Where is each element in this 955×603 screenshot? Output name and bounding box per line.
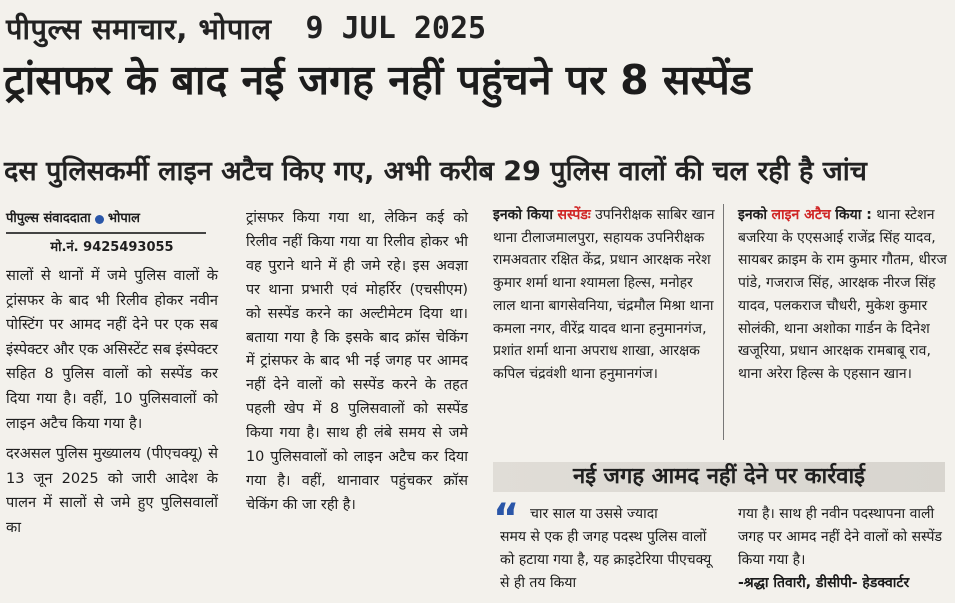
line-attach-list: थाना स्टेशन बजरिया के एएसआई राजेंद्र सिंह यादव, सायबर क्राइम के राम कुमार गौतम, धीरज पांडे, गजराज सिंह, आरक्षक नीरज सिंह यादव, पलकराज चौधरी, मुकेश कुमार सोलंकी, थाना अशोका गार्डन के दिनेश खजूरिया, प्रधान आरक्षक रामबाबू राव, थाना अरेरा हिल्स के एहसान खान।	[738, 207, 947, 382]
suspended-list: उपनिरीक्षक साबिर खान थाना टीलाजमालपुरा, सहायक उपनिरीक्षक रामअवतार रक्षित केंद्र, प्रधान आरक्षक नरेश कुमार शर्मा थाना श्यामला हिल्स, मनोहर लाल थाना बागसेवनिया, चंद्रमौल मिश्रा थाना कमला नगर, वीरेंद्र यादव थाना हनुमानगंज, प्रशांत शर्मा थाना अपराध शाखा, आरक्षक कपिल चंद्रवंशी थाना हनुमानगंज।	[493, 207, 715, 382]
column-1	[6, 208, 218, 541]
newspaper-name: पीपुल्स समाचार, भोपाल	[6, 11, 272, 46]
print-date: 9 JUL 2025	[305, 10, 487, 46]
line-attach-list-lead: इनको	[738, 207, 768, 223]
line-attach-list-lead-2: किया :	[835, 207, 872, 223]
reporter-phone: मो.नं. 9425493055	[50, 240, 174, 255]
column-3	[493, 204, 715, 386]
quote-part-1	[500, 503, 712, 595]
byline	[6, 208, 218, 230]
quote-first-line: चार साल या उससे ज्यादा	[530, 506, 658, 522]
quote-signature: -श्रद्धा तिवारी, डीसीपी- हेडक्वार्टर	[738, 575, 910, 591]
line-attach-tag: लाइन अटैच	[771, 207, 831, 223]
suspended-list-lead: इनको किया	[493, 207, 554, 223]
byline-divider	[6, 232, 206, 234]
box-heading: नई जगह आमद नहीं देने पर कार्रवाई	[493, 462, 945, 492]
subheadline: दस पुलिसकर्मी लाइन अटैच किए गए, अभी करीब 29 पुलिस वालों की चल रही है जांच	[4, 156, 867, 187]
column-2	[246, 207, 468, 518]
column-4	[738, 204, 948, 386]
quote-icon: “	[493, 496, 520, 542]
column-divider	[723, 204, 724, 440]
article-paragraph-2: दरअसल पुलिस मुख्यालय (पीएचक्यू) से 13 जून 2025 को जारी आदेश के पालन में सालों से जमे हुए पुलिसवालों का	[6, 445, 218, 536]
bullet-icon	[95, 215, 104, 224]
byline-city: भोपाल	[107, 211, 140, 226]
quote-rest: समय से एक ही जगह पदस्थ पुलिस वालों को हटाया गया है, यह क्राइटेरिया पीएचक्यू से ही तय किया	[500, 529, 712, 591]
suspended-tag: सस्पेंडः	[557, 207, 591, 223]
quote-part-2	[738, 503, 948, 595]
masthead	[6, 2, 486, 54]
headline: ट्रांसफर के बाद नई जगह नहीं पहुंचने पर 8 सस्पेंड	[4, 56, 752, 104]
article-paragraph-3: ट्रांसफर किया गया था, लेकिन कई को रिलीव नहीं किया गया या रिलीव होकर भी वह पुराने थाने में ही जमे रहे। इस अवज्ञा पर थाना प्रभारी एवं मोहर्रिर (एचसीएम) को सस्पेंड करने का अल्टीमेटम दिया था। बताया गया है कि इसके बाद क्रॉस चेकिंग में ट्रांसफर के बाद भी नई जगह पर आमद नहीं देने वालों को सस्पेंड करने के तहत पहली खेप में 8 पुलिसवालों को सस्पेंड किया गया है। साथ ही लंबे समय से जमे 10 पुलिसवालों को लाइन अटैच कर दिया गया है। वहीं, थानावार पहुंचकर क्रॉस चेकिंग की जा रही है।	[246, 210, 468, 513]
quote-continuation: गया है। साथ ही नवीन पदस्थापना वाली जगह पर आमद नहीं देने वालों को सस्पेंड किया गया है।	[738, 506, 942, 568]
article-paragraph-1: सालों से थानों में जमे पुलिस वालों के ट्रांसफर के बाद भी रिलीव होकर नवीन पोस्टिंग पर आमद नहीं देने पर एक सब इंस्पेक्टर और एक असिस्टेंट सब इंस्पेक्टर सहित 8 पुलिस वालों को सस्पेंड कर दिया गया है। वहीं, 10 पुलिसवालों को लाइन अटैच किया गया है।	[6, 267, 218, 432]
reporter-name: पीपुल्स संवाददाता	[6, 211, 91, 226]
